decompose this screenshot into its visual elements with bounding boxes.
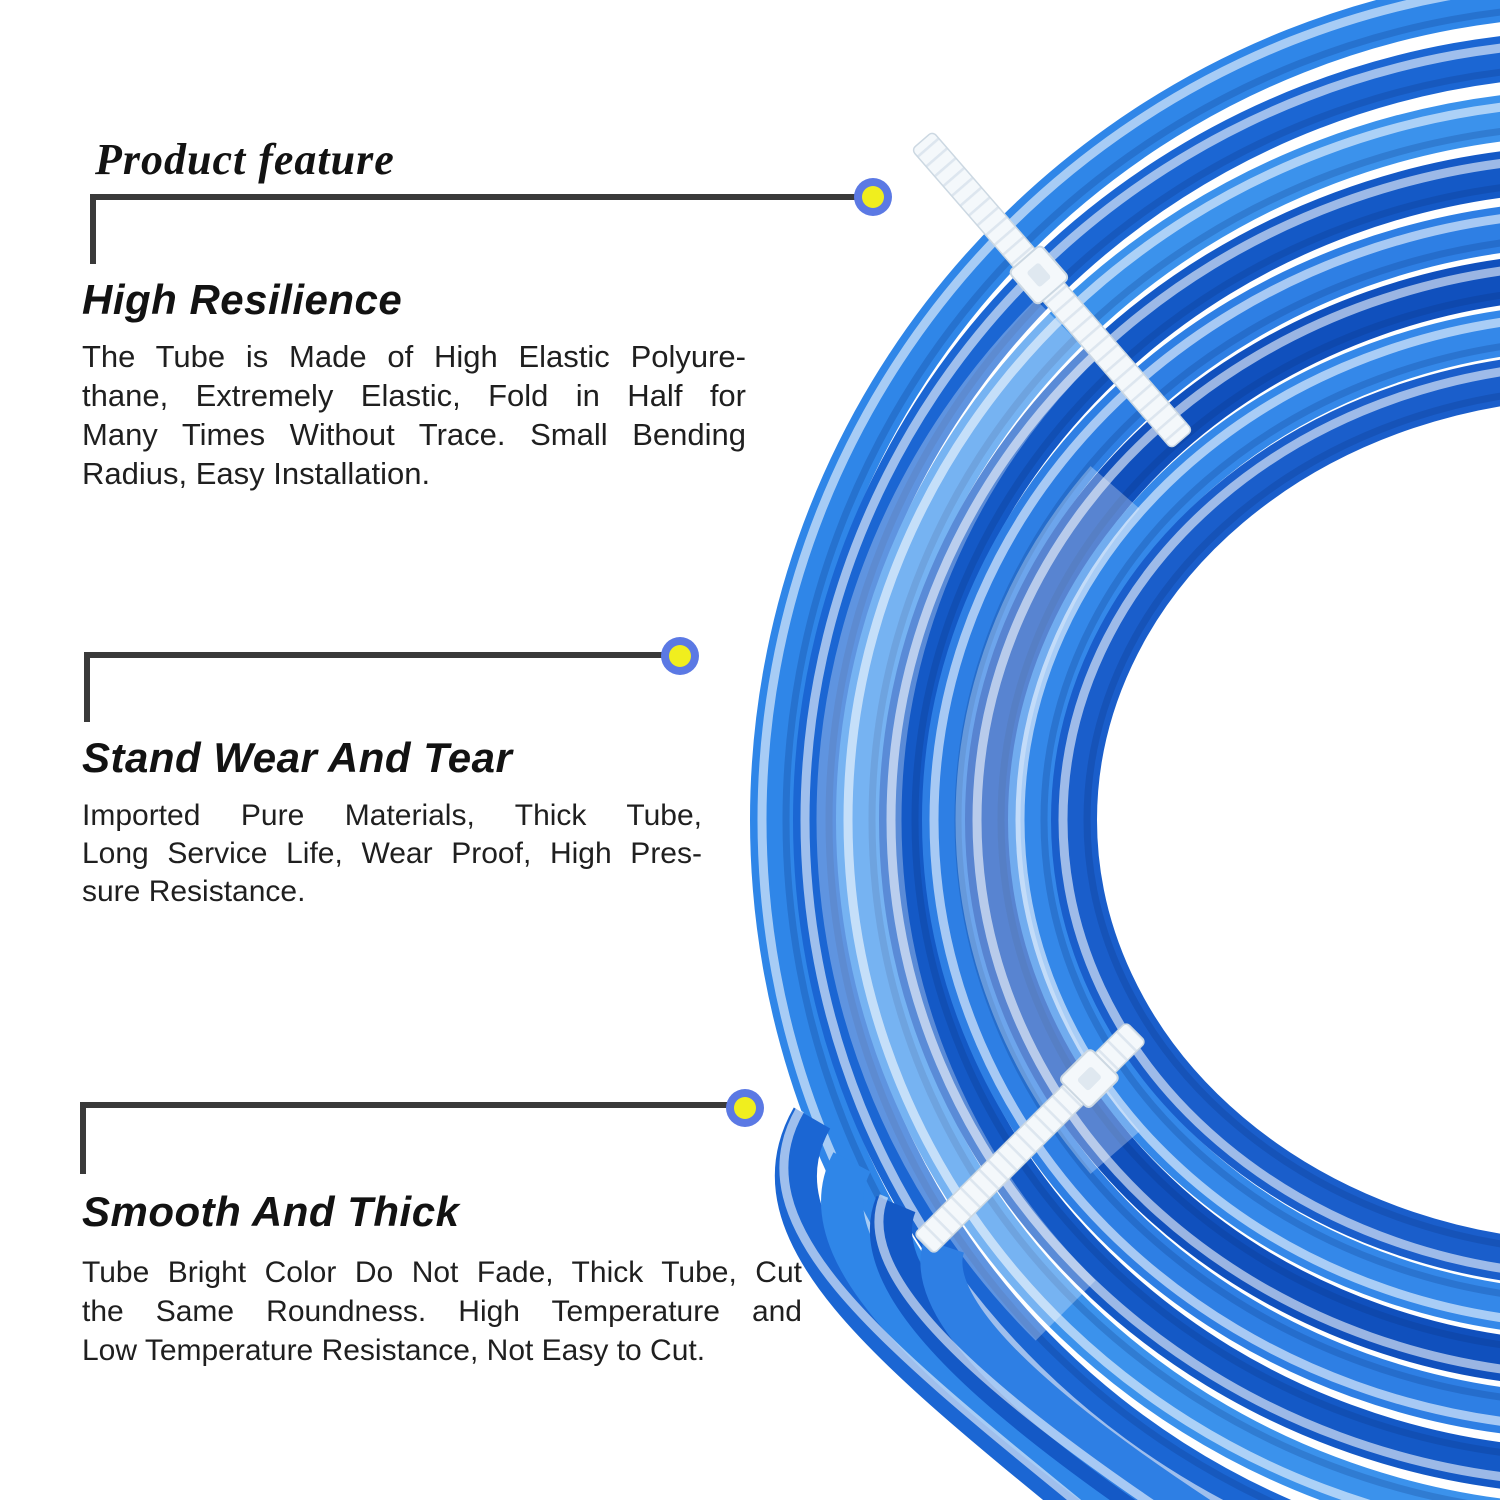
callout-bracket-1 [90, 194, 860, 264]
callout-bracket-2 [84, 652, 667, 722]
body-line: the Same Roundness. High Temperature and [82, 1295, 802, 1328]
body-line: Long Service Life, Wear Proof, High Pres- [82, 837, 702, 870]
section-heading-stand-wear-and-tear: Stand Wear And Tear [82, 734, 513, 781]
body-line: The Tube is Made of High Elastic Polyure- [82, 339, 746, 374]
section-body-stand-wear-and-tear [82, 797, 702, 911]
callout-bracket-3 [80, 1102, 732, 1174]
page-title: Product feature [95, 135, 395, 184]
body-line: sure Resistance. [82, 875, 306, 908]
callout-marker-1-center [862, 186, 884, 208]
callout-marker-2-center [669, 645, 691, 667]
section-body-smooth-and-thick [82, 1253, 802, 1370]
body-line: Low Temperature Resistance, Not Easy to Cut. [82, 1334, 706, 1367]
section-heading-high-resilience: High Resilience [82, 276, 403, 323]
section-body-high-resilience [82, 337, 746, 493]
body-line: Tube Bright Color Do Not Fade, Thick Tube, Cut [82, 1256, 802, 1289]
callout-marker-3-center [734, 1097, 756, 1119]
body-line: Imported Pure Materials, Thick Tube, [82, 799, 702, 832]
body-line: Many Times Without Trace. Small Bending [82, 417, 746, 452]
body-line: Radius, Easy Installation. [82, 456, 431, 491]
callout-marker-1 [854, 178, 892, 216]
section-heading-smooth-and-thick: Smooth And Thick [82, 1188, 460, 1235]
callout-marker-2 [661, 637, 699, 675]
callout-marker-3 [726, 1089, 764, 1127]
body-line: thane, Extremely Elastic, Fold in Half for [82, 378, 746, 413]
